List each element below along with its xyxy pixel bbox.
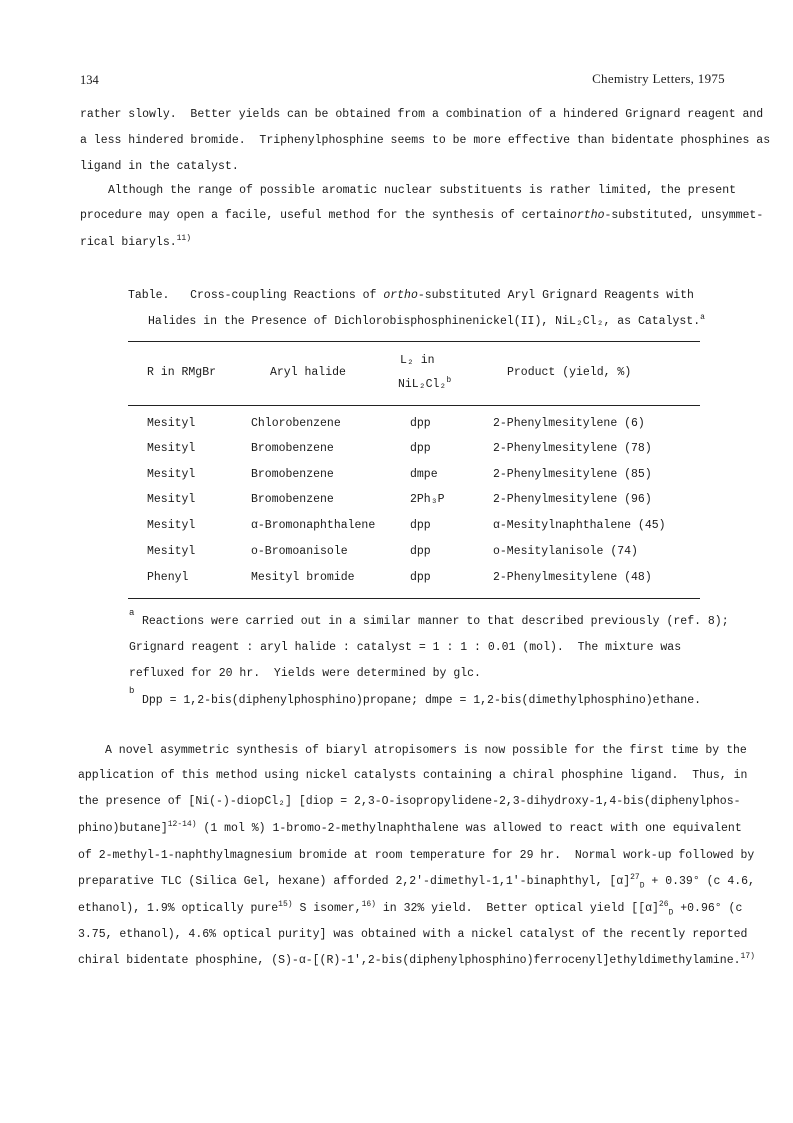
cell-r: Mesityl: [147, 545, 196, 558]
cell-l2: 2Ph₃P: [410, 493, 445, 506]
cell-aryl: Bromobenzene: [251, 468, 334, 481]
table-caption-part-2: -substituted Aryl Grignard Reagents with: [417, 289, 694, 302]
intro-line-5-end: -substituted, unsymmet-: [604, 209, 764, 222]
intro-line-5: [80, 209, 764, 222]
body-line-3: the presence of [Ni(-)-diopCl₂] [diop = 2,3-O-isopropylidene-2,3-dihydroxy-1,4-bis(diphenylphos-: [78, 795, 741, 808]
ref-15: 15): [278, 900, 293, 910]
cell-product: 2-Phenylmesitylene (48): [493, 571, 652, 584]
col-header-l2-mark: b: [446, 376, 452, 386]
footnote-a-line-3: refluxed for 20 hr. Yields were determined by glc.: [129, 667, 481, 680]
body-line-8: 3.75, ethanol), 4.6% optical purity] was obtained with a nickel catalyst of the recently reported: [78, 928, 748, 941]
intro-line-1: rather slowly. Better yields can be obtained from a combination of a hindered Grignard reagent and: [80, 108, 764, 121]
body-line-7: [78, 900, 743, 918]
cell-r: Mesityl: [147, 493, 196, 506]
body-line-7-c: in 32% yield. Better optical yield [[α]: [375, 902, 659, 915]
body-line-9: [78, 954, 755, 967]
cell-l2: dpp: [410, 545, 431, 558]
body-line-7-d: +0.96° (c: [673, 902, 743, 915]
cell-aryl: Chlorobenzene: [251, 417, 341, 430]
table-caption-ortho: ortho: [383, 289, 418, 302]
cell-product: 2-Phenylmesitylene (96): [493, 493, 652, 506]
rotation-temp-2: 26: [658, 900, 669, 910]
cell-r: Phenyl: [147, 571, 189, 584]
col-header-r: R in RMgBr: [147, 366, 217, 379]
col-header-l2-top: L₂ in: [400, 354, 435, 367]
table-bottom-rule: [128, 598, 700, 599]
footnote-a-mark: a: [129, 608, 135, 618]
ref-17: 17): [740, 952, 755, 962]
body-line-9-text: chiral bidentate phosphine, (S)-α-[(R)-1',2-bis(diphenylphosphino)ferrocenyl]ethyldimethylamine.: [78, 954, 741, 967]
table-caption-line-2: [148, 315, 705, 328]
cell-r: Mesityl: [147, 519, 196, 532]
footnote-a-line-1: Reactions were carried out in a similar manner to that described previously (ref. 8);: [142, 615, 729, 628]
body-line-6: [78, 873, 755, 891]
cell-r: Mesityl: [147, 417, 196, 430]
body-line-4: [78, 822, 742, 835]
body-line-1: A novel asymmetric synthesis of biaryl atropisomers is now possible for the first time by the: [105, 744, 747, 757]
rotation-temp: 27: [630, 873, 640, 883]
cell-product: o-Mesitylanisole (74): [493, 545, 638, 558]
page-number: 134: [80, 73, 99, 87]
rotation-d-line: D: [639, 881, 645, 891]
cell-l2: dpp: [410, 417, 431, 430]
body-line-6-b: + 0.39° (c 4.6,: [644, 875, 755, 888]
cell-product: α-Mesitylnaphthalene (45): [493, 519, 666, 532]
body-line-7-a: ethanol), 1.9% optically pure: [78, 902, 279, 915]
cell-aryl: Bromobenzene: [251, 493, 334, 506]
body-line-4-b: (1 mol %) 1-bromo-2-methylnaphthalene was allowed to react with one equivalent: [196, 822, 742, 835]
cell-l2: dpp: [410, 571, 431, 584]
body-line-7-b: S isomer,: [292, 902, 362, 915]
body-line-6-a: preparative TLC (Silica Gel, hexane) afforded 2,2'-dimethyl-1,1'-binaphthyl, [α]: [78, 875, 631, 888]
cell-product: 2-Phenylmesitylene (78): [493, 442, 652, 455]
ref-11: 11): [176, 234, 192, 244]
table-caption-footnote-mark: a: [700, 313, 705, 323]
intro-line-3: ligand in the catalyst.: [80, 160, 239, 173]
body-line-4-a: phino)butane]: [78, 822, 168, 835]
col-header-product: Product (yield, %): [507, 366, 632, 379]
table-header-rule: [128, 405, 700, 406]
intro-line-4: Although the range of possible aromatic nuclear substituents is rather limited, the present: [108, 184, 737, 197]
table-caption-part-3: Halides in the Presence of Dichlorobisphosphinenickel(II), NiL₂Cl₂, as Catalyst.: [148, 315, 701, 328]
cell-aryl: Mesityl bromide: [251, 571, 355, 584]
body-line-2: application of this method using nickel catalysts containing a chiral phosphine ligand. Thus, in: [78, 769, 748, 782]
cell-l2: dmpe: [410, 468, 438, 481]
footnote-b-mark: b: [129, 686, 135, 696]
cell-product: 2-Phenylmesitylene (85): [493, 468, 652, 481]
table-top-rule: [128, 341, 700, 342]
table-caption-part-1: Table. Cross-coupling Reactions of: [128, 289, 384, 302]
cell-aryl: α-Bromonaphthalene: [251, 519, 376, 532]
footnote-a-line-2: Grignard reagent : aryl halide : catalyst = 1 : 1 : 0.01 (mol). The mixture was: [129, 641, 682, 654]
journal-header: Chemistry Letters, 1975: [592, 71, 725, 86]
table-caption-line-1: [128, 289, 694, 302]
cell-aryl: Bromobenzene: [251, 442, 334, 455]
cell-product: 2-Phenylmesitylene (6): [493, 417, 645, 430]
intro-line-2: a less hindered bromide. Triphenylphosphine seems to be more effective than bidentate phosphines as: [80, 134, 771, 147]
cell-l2: dpp: [410, 442, 431, 455]
cell-aryl: o-Bromoanisole: [251, 545, 348, 558]
footnote-b-line: Dpp = 1,2-bis(diphenylphosphino)propane; dmpe = 1,2-bis(dimethylphosphino)ethane.: [142, 694, 701, 707]
body-line-5: of 2-methyl-1-naphthylmagnesium bromide at room temperature for 29 hr. Normal work-up followed by: [78, 849, 755, 862]
cell-r: Mesityl: [147, 442, 196, 455]
rotation-d-line-2: D: [668, 908, 674, 918]
intro-line-5-text: procedure may open a facile, useful method for the synthesis of certain: [80, 209, 570, 222]
ref-12-14: 12-14): [167, 820, 197, 830]
intro-line-6: [80, 236, 191, 249]
intro-line-6-text: rical biaryls.: [80, 236, 177, 249]
cell-r: Mesityl: [147, 468, 196, 481]
ortho-italic: ortho: [569, 209, 605, 222]
col-header-l2-bottom: [398, 378, 451, 391]
ref-16: 16): [361, 900, 376, 910]
col-header-aryl: Aryl halide: [270, 366, 346, 379]
intro-line-5-tail: [570, 209, 763, 222]
cell-l2: dpp: [410, 519, 431, 532]
col-header-l2-text: NiL₂Cl₂: [398, 378, 447, 391]
